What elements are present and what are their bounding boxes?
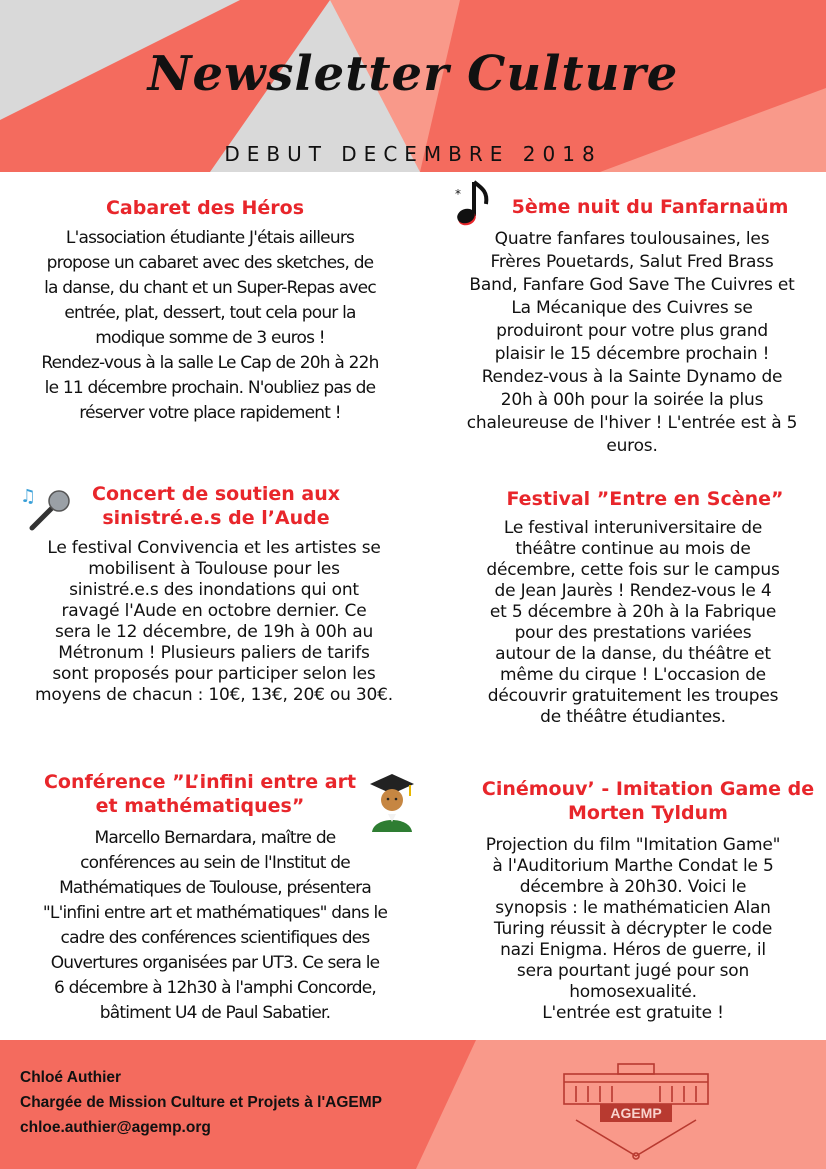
section-title-cinemouv: Cinémouv’ - Imitation Game de Morten Tyldum (481, 778, 815, 824)
footer-email[interactable]: chloe.authier@agemp.org (20, 1119, 211, 1136)
svg-text:*: * (455, 187, 461, 201)
section-body-cabaret: L'association étudiante J'étais ailleurs propose un cabaret avec des sketches, de la danse, du chant et un Super-Repas avec entrée, plat, dessert, tout cela pour la modique somme de 3 euros ! Rendez-vous à la salle Le Cap de 20h à 22h le 11 décembre prochain. N'oubliez pas de réserver votre place rapidement ! (41, 228, 379, 423)
section-body-conference: Marcello Bernardara, maître de conférences au sein de l'Institut de Mathématiques de Toulouse, présentera "L'infini entre art et mathématiques" dans le cadre des conférences scientifiques des Ouvertures organisées par UT3. Ce sera le 6 décembre à 12h30 à l'amphi Concorde, bâtiment U4 de Paul Sabatier. (42, 828, 388, 1023)
section-body-fanfarnaum: Quatre fanfares toulousaines, les Frères Pouetards, Salut Fred Brass Band, Fanfare God Save The Cuivres et La Mécanique des Cuivres se produiront pour votre plus grand plaisir le 15 décembre prochain ! Rendez-vous à la Sainte Dynamo de 20h à 00h pour la soirée la plus chaleureuse de l'hiver ! L'entrée est à 5 euros. (466, 229, 798, 456)
newsletter-title: Newsletter Culture (147, 46, 679, 102)
music-note-icon (452, 178, 494, 232)
microphone-icon (18, 482, 74, 534)
section-body-concert: Le festival Convivencia et les artistes se mobilisent à Toulouse pour les sinistré.e.s des inondations qui ont ravagé l'Aude en octobre dernier. Ce sera le 12 décembre, de 19h à 00h au Métronum ! Plusieurs paliers de tarifs sont proposés pour participer selon les moyens de chacun : 10€, 13€, 20€ ou 30€. (35, 538, 393, 705)
section-title-concert: Concert de soutien aux sinistré.e.s de l’Aude (92, 483, 340, 529)
graduate-icon (366, 770, 418, 832)
section-title-festival: Festival ”Entre en Scène” (506, 488, 784, 510)
logo-text: AGEMP (610, 1105, 662, 1121)
section-title-conference: Conférence ”L’infini entre art et mathématiques” (43, 771, 357, 817)
section-body-festival: Le festival interuniversitaire de théâtre continue au mois de décembre, cette fois sur le campus de Jean Jaurès ! Rendez-vous le 4 et 5 décembre à 20h à la Fabrique pour des prestations variées autour de la danse, du théâtre et même du cirque ! L'occasion de découvrir gratuitement les troupes de théâtre étudiantes. (486, 518, 780, 727)
newsletter-date: DEBUT DECEMBRE 2018 (224, 142, 602, 166)
section-title-fanfarnaum: 5ème nuit du Fanfarnaüm (511, 196, 789, 218)
footer-name: Chloé Authier (20, 1069, 122, 1086)
footer-role: Chargée de Mission Culture et Projets à l'AGEMP (20, 1094, 382, 1111)
section-title-cabaret: Cabaret des Héros (105, 197, 305, 219)
section-body-cinemouv: Projection du film "Imitation Game" à l'Auditorium Marthe Condat le 5 décembre à 20h30. Voici le synopsis : le mathématicien Alan Turing réussit à décrypter le code nazi Enigma. Héros de guerre, il sera pourtant jugé pour son homosexualité. L'entrée est gratuite ! (485, 835, 781, 1023)
agemp-logo (556, 1060, 716, 1160)
svg-text:♫: ♫ (20, 486, 37, 507)
